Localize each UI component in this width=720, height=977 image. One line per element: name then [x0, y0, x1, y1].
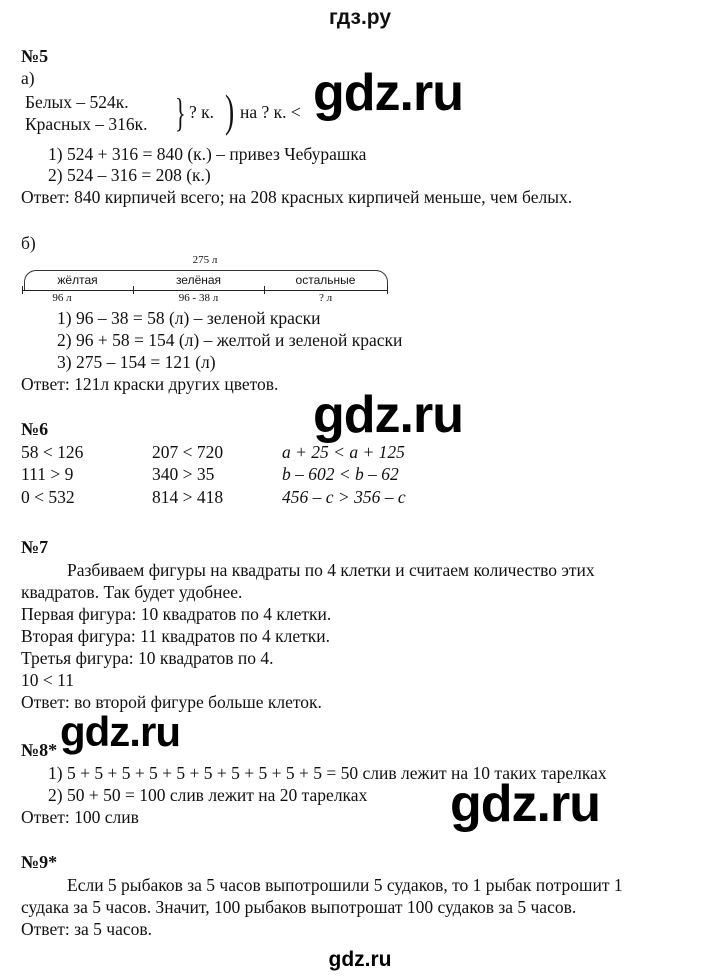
task5-a-step-2: 2) 524 – 316 = 208 (к.)	[48, 165, 211, 185]
task7-heading: №7	[21, 537, 49, 557]
segment-label-yellow: жёлтая	[57, 273, 98, 287]
task6-c2-r2: 340 > 35	[152, 464, 215, 484]
task7-paragraph-line1: Разбиваем фигуры на квадраты по 4 клетки и считаем количество этих	[67, 560, 595, 580]
paren-brace-icon: )	[225, 85, 235, 136]
task8-heading: №8*	[21, 740, 58, 760]
given-white: Белых – 524к.	[25, 92, 129, 112]
compare-question: на ? к. <	[240, 102, 301, 122]
task7-line-1: Первая фигура: 10 квадратов по 4 клетки.	[21, 604, 332, 624]
task5-part-a-label: а)	[21, 68, 35, 88]
segment-label-rest: остальные	[295, 273, 356, 287]
task9-answer: Ответ: за 5 часов.	[21, 919, 153, 939]
segment-label-green: зелёная	[175, 273, 222, 287]
task7-line-2: Вторая фигура: 11 квадратов по 4 клетки.	[21, 626, 330, 646]
task8-step-1: 1) 5 + 5 + 5 + 5 + 5 + 5 + 5 + 5 + 5 + 5 = 50 слив лежит на 10 таких тарелках	[48, 763, 607, 783]
task9-paragraph-line1: Если 5 рыбаков за 5 часов выпотрошили 5 судаков, то 1 рыбак потрошит 1	[67, 875, 623, 895]
task5-part-b-label: б)	[21, 233, 36, 253]
task6-c1-r1: 58 < 126	[21, 442, 84, 462]
task8-step-2: 2) 50 + 50 = 100 слив лежит на 20 тарелках	[48, 785, 368, 805]
diagram-axis	[22, 290, 388, 291]
task5-a-step-1: 1) 524 + 316 = 840 (к.) – привез Чебурашка	[48, 144, 367, 164]
task8-answer: Ответ: 100 слив	[21, 807, 139, 827]
task6-c2-r3: 814 > 418	[152, 487, 224, 507]
given-red: Красных – 316к.	[25, 114, 148, 134]
task5-heading: №5	[21, 46, 49, 66]
watermark: gdz.ru	[450, 775, 600, 833]
task5-a-answer: Ответ: 840 кирпичей всего; на 208 красных кирпичей меньше, чем белых.	[21, 187, 573, 207]
brace-icon: }	[175, 90, 186, 135]
watermark: gdz.ru	[313, 386, 463, 444]
task6-c3-r3: 456 – c > 356 – c	[282, 487, 406, 507]
task7-paragraph-line2: квадратов. Так будет удобнее.	[21, 582, 243, 602]
brace-question: ? к.	[189, 102, 215, 122]
task6-c3-r2: b – 602 < b – 62	[282, 464, 399, 484]
diagram-total: 275 л	[192, 254, 218, 266]
task5-b-step-1: 1) 96 – 38 = 58 (л) – зеленой краски	[57, 308, 321, 328]
segment-value-green: 96 - 38 л	[178, 292, 219, 304]
task6-c1-r3: 0 < 532	[21, 487, 75, 507]
task7-answer: Ответ: во второй фигуре больше клеток.	[21, 692, 322, 712]
segment-value-yellow: 96 л	[52, 292, 72, 304]
task9-paragraph-line2: судака за 5 часов. Значит, 100 рыбаков выпотрошат 100 судаков за 5 часов.	[21, 897, 577, 917]
site-title: гдз.ру	[328, 6, 392, 29]
task5-b-step-2: 2) 96 + 58 = 154 (л) – желтой и зеленой краски	[57, 330, 403, 350]
task6-heading: №6	[21, 419, 49, 439]
task5-b-step-3: 3) 275 – 154 = 121 (л)	[57, 352, 216, 372]
diagram-tick	[387, 286, 388, 294]
task6-c2-r1: 207 < 720	[152, 442, 224, 462]
watermark: gdz.ru	[313, 64, 463, 122]
task7-line-4: 10 < 11	[21, 670, 74, 690]
task6-c3-r1: a + 25 < a + 125	[282, 442, 405, 462]
task9-heading: №9*	[21, 852, 58, 872]
footer-watermark: gdz.ru	[328, 948, 392, 971]
task5-b-answer: Ответ: 121л краски других цветов.	[21, 374, 279, 394]
segment-diagram	[20, 254, 390, 306]
watermark: gdz.ru	[60, 708, 180, 755]
task6-c1-r2: 111 > 9	[21, 464, 74, 484]
task7-line-3: Третья фигура: 10 квадратов по 4.	[21, 648, 274, 668]
segment-value-rest: ? л	[318, 292, 333, 304]
